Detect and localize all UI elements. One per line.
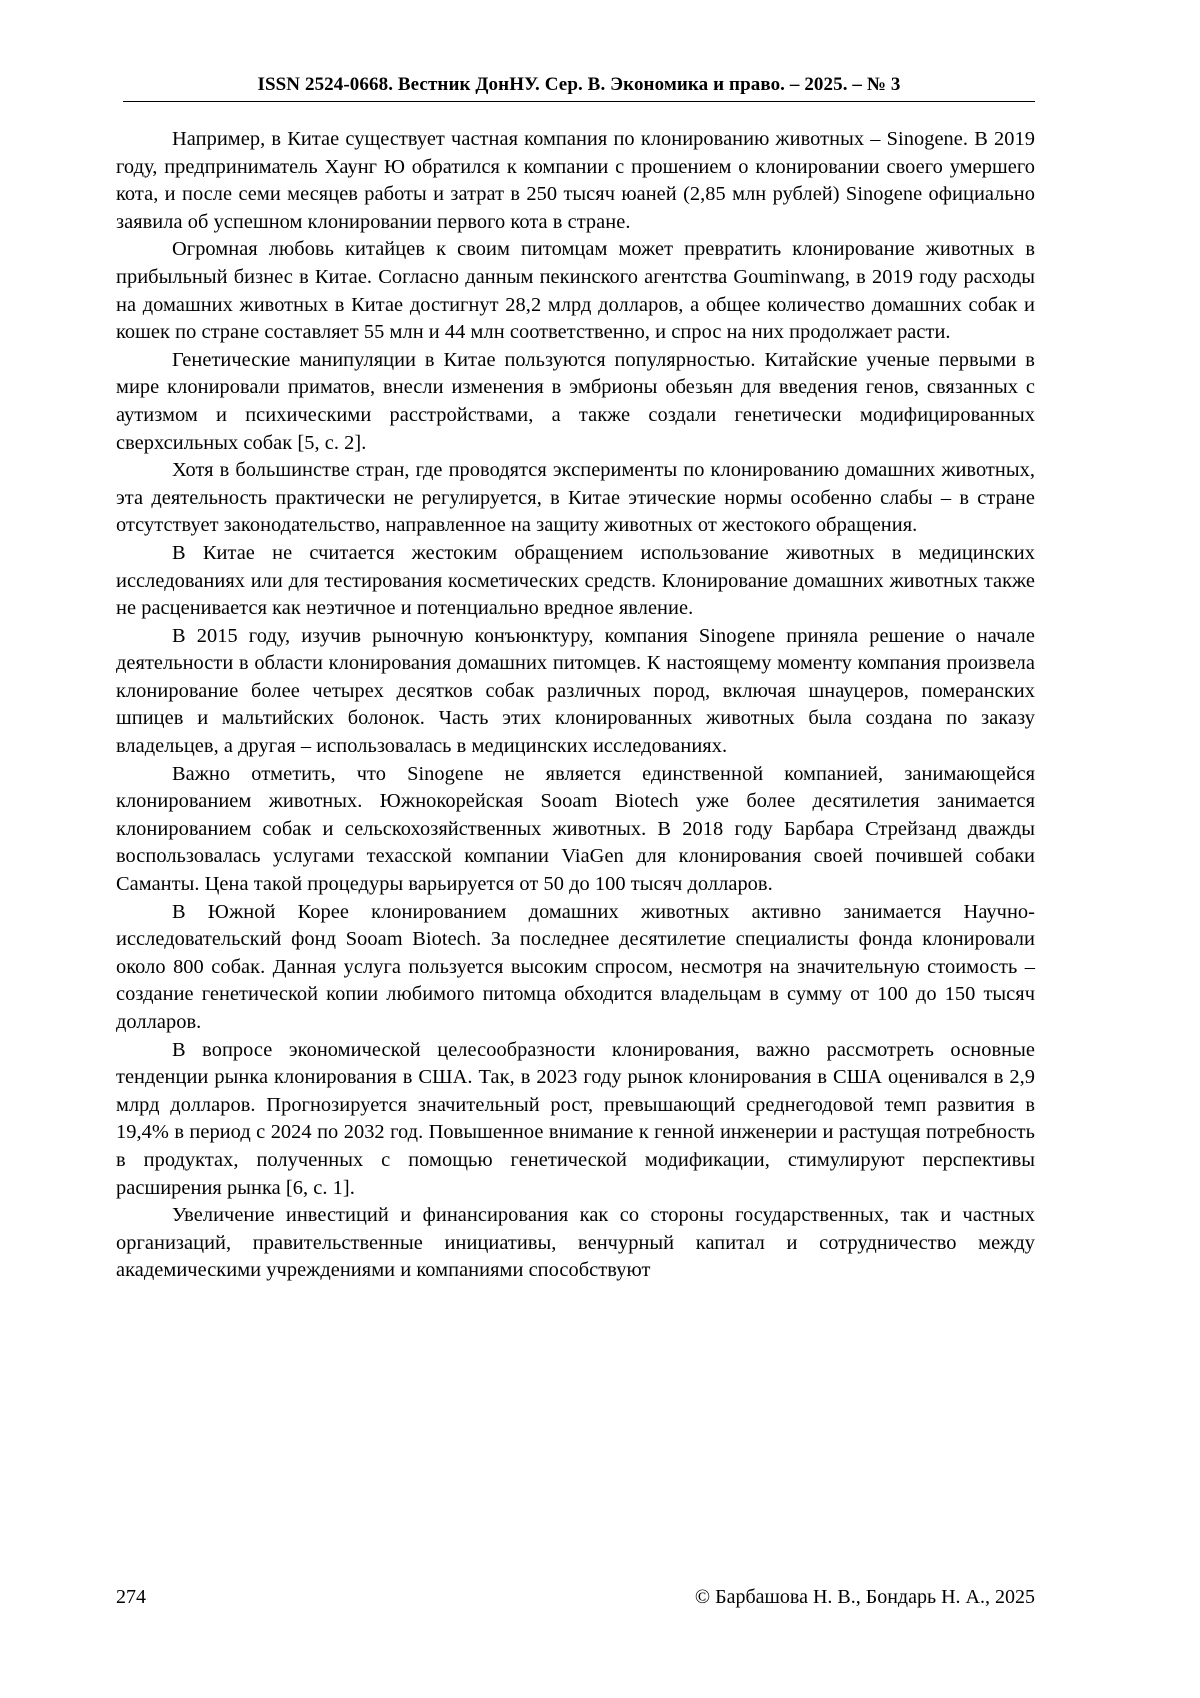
running-header: ISSN 2524-0668. Вестник ДонНУ. Сер. В. Экономика и право. – 2025. – № 3 — [257, 74, 901, 95]
paragraph-8: В Южной Корее клонированием домашних животных активно занимается Научно-исследовательский фонд Sooam Biotech. За последнее десятилетие специалисты фонда клонировали около 800 собак. Данная услуга пользуется высоким спросом, несмотря на значительную стоимость – создание генетической копии любимого питомца обходится владельцам в сумму от 100 до 150 тысяч долларов. — [116, 900, 1035, 1033]
paragraph-10: Увеличение инвестиций и финансирования как со стороны государственных, так и частных организаций, правительственные инициативы, венчурный капитал и сотрудничество между академическими учреждениями и компаниями способствуют — [116, 1204, 1035, 1282]
paragraph-6: В 2015 году, изучив рыночную конъюнктуру, компания Sinogene приняла решение о начале деятельности в области клонирования домашних питомцев. К настоящему моменту компания произвела клонирование более четырех десятков собак различных пород, включая шнауцеров, померанских шпицев и мальтийских болонок. Часть этих клонированных животных была создана по заказу владельцев, а другая – использовалась в медицинских исследованиях. — [116, 624, 1035, 758]
paragraph-7: Важно отметить, что Sinogene не является единственной компанией, занимающейся клонированием животных. Южнокорейская Sooam Biotech уже более десятилетия занимается клонированием собак и сельскохозяйственных животных. В 2018 году Барбара Стрейзанд дважды воспользовалась услугами техасской компании ViaGen для клонирования своей почившей собаки Саманты. Цена такой процедуры варьируется от 50 до 100 тысяч долларов. — [116, 762, 1035, 896]
paragraph-2: Огромная любовь китайцев к своим питомцам может превратить клонирование животных в прибыльный бизнес в Китае. Согласно данным пекинского агентства Gouminwang, в 2019 году расходы на домашних животных в Китае достигнут 28,2 млрд долларов, а общее количество домашних собак и кошек по стране составляет 55 млн и 44 млн соответственно, и спрос на них продолжает расти. — [116, 238, 1035, 344]
header-divider — [123, 101, 1035, 102]
copyright-notice: © Барбашова Н. В., Бондарь Н. А., 2025 — [694, 1586, 1035, 1608]
paragraph-5: В Китае не считается жестоким обращением использование животных в медицинских исследованиях или для тестирования косметических средств. Клонирование домашних животных также не расценивается как неэтичное и потенциально вредное явление. — [116, 541, 1035, 620]
paragraph-9: В вопросе экономической целесообразности клонирования, важно рассмотреть основные тенденции рынка клонирования в США. Так, в 2023 году рынок клонирования в США оценивался в 2,9 млрд долларов. Прогнозируется значительный рост, превышающий среднегодовой темп развития в 19,4% в период с 2024 по 2032 год. Повышенное внимание к генной инженерии и растущая потребность в продуктах, полученных с помощью генетической модификации, стимулируют перспективы расширения рынка [6, с. 1]. — [116, 1038, 1035, 1199]
paragraph-3: Генетические манипуляции в Китае пользуются популярностью. Китайские ученые первыми в мире клонировали приматов, внесли изменения в эмбрионы обезьян для введения генов, связанных с аутизмом и психическими расстройствами, а также создали генетически модифицированных сверхсильных собак [5, с. 2]. — [116, 348, 1035, 454]
article-body — [116, 126, 1035, 1285]
page-number: 274 — [116, 1586, 146, 1608]
paragraph-1: Например, в Китае существует частная компания по клонированию животных – Sinogene. В 2019 году, предприниматель Хаунг Ю обратился к компании с прошением о клонировании своего умершего кота, и после семи месяцев работы и затрат в 250 тысяч юаней (2,85 млн рублей) Sinogene официально заявила об успешном клонировании первого кота в стране. — [116, 128, 1035, 233]
paragraph-4: Хотя в большинстве стран, где проводятся эксперименты по клонированию домашних животных, эта деятельность практически не регулируется, в Китае этические нормы особенно слабы – в стране отсутствует законодательство, направленное на защиту животных от жестокого обращения. — [116, 459, 1035, 537]
